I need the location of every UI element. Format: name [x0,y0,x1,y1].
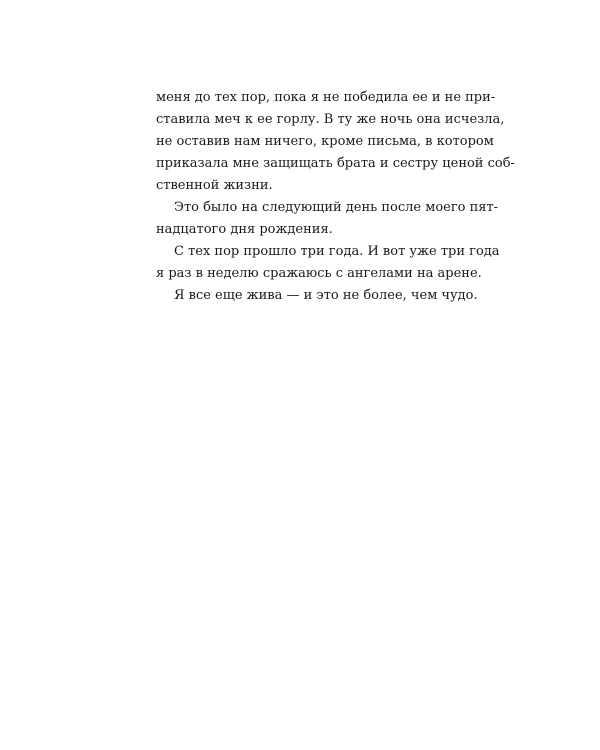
text-line: не оставив нам ничего, кроме письма, в котором [156,134,494,149]
text-line: надцатого дня рождения. [156,222,333,237]
paragraph [156,285,478,307]
text-line: ставила меч к ее горлу. В ту же ночь она исчезла, [156,112,505,127]
text-line: Это было на следующий день после моего пят- [174,200,499,215]
paragraph [156,241,500,285]
paragraph [156,197,499,241]
text-line: Я все еще жива — и это не более, чем чудо. [174,288,478,303]
text-line: ственной жизни. [156,178,273,193]
text-line: приказала мне защищать брата и сестру ценой соб- [156,156,515,171]
paragraph [156,87,515,197]
book-page-text [156,87,515,307]
text-line: меня до тех пор, пока я не победила ее и не при- [156,90,496,105]
text-line: С тех пор прошло три года. И вот уже три года [174,244,500,259]
text-line: я раз в неделю сражаюсь с ангелами на арене. [156,266,482,281]
